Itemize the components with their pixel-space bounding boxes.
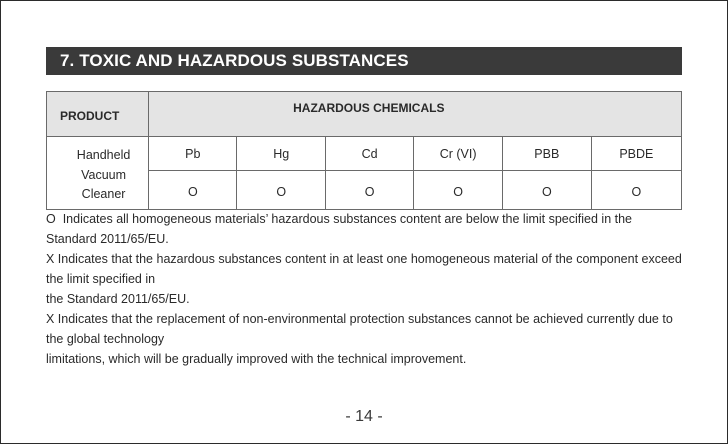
legend-notes — [46, 209, 686, 369]
product-name-line: Vacuum — [81, 167, 127, 182]
page-number: - 14 - — [345, 408, 383, 425]
substance-name-cell: PBDE — [591, 137, 681, 171]
product-column-header: PRODUCT — [47, 92, 149, 137]
x-exceed-note: X Indicates that the hazardous substances content in at least one homogeneous material of the component exceed the limit specified in — [46, 252, 682, 286]
substance-mark-cell: O — [237, 171, 325, 210]
o-indicator-note — [46, 209, 686, 249]
substance-mark-cell: O — [149, 171, 237, 210]
substance-mark-cell: O — [502, 171, 591, 210]
substance-mark-cell: O — [325, 171, 413, 210]
table-header-row — [47, 92, 682, 137]
x-exceed-note-continued: the Standard 2011/65/EU. — [46, 292, 190, 306]
product-name-line: Cleaner — [81, 187, 126, 202]
o-indicator-text: Indicates all homogeneous materials’ hazardous substances content are below the limit specified in the Standard 2011/65/EU. — [46, 212, 632, 246]
x-replacement-note-continued: limitations, which will be gradually improved with the technical improvement. — [46, 352, 467, 366]
product-name-line: Handheld — [76, 148, 131, 163]
substance-name-cell: Hg — [237, 137, 325, 171]
hazardous-chemicals-header: HAZARDOUS CHEMICALS — [149, 92, 682, 137]
x-replacement-note: X Indicates that the replacement of non-environmental protection substances cannot be achieved currently due to the global technology — [46, 312, 673, 346]
section-heading: 7. TOXIC AND HAZARDOUS SUBSTANCES — [46, 47, 682, 75]
product-name-cell — [47, 137, 149, 210]
substance-mark-cell: O — [591, 171, 681, 210]
hazardous-substances-table — [46, 91, 682, 210]
o-symbol: O — [46, 212, 56, 226]
substance-name-cell: Cd — [325, 137, 413, 171]
substance-mark-cell: O — [414, 171, 503, 210]
substance-name-cell: Cr (VI) — [414, 137, 503, 171]
substance-name-cell: Pb — [149, 137, 237, 171]
substance-names-row — [47, 137, 682, 171]
substance-name-cell: PBB — [502, 137, 591, 171]
